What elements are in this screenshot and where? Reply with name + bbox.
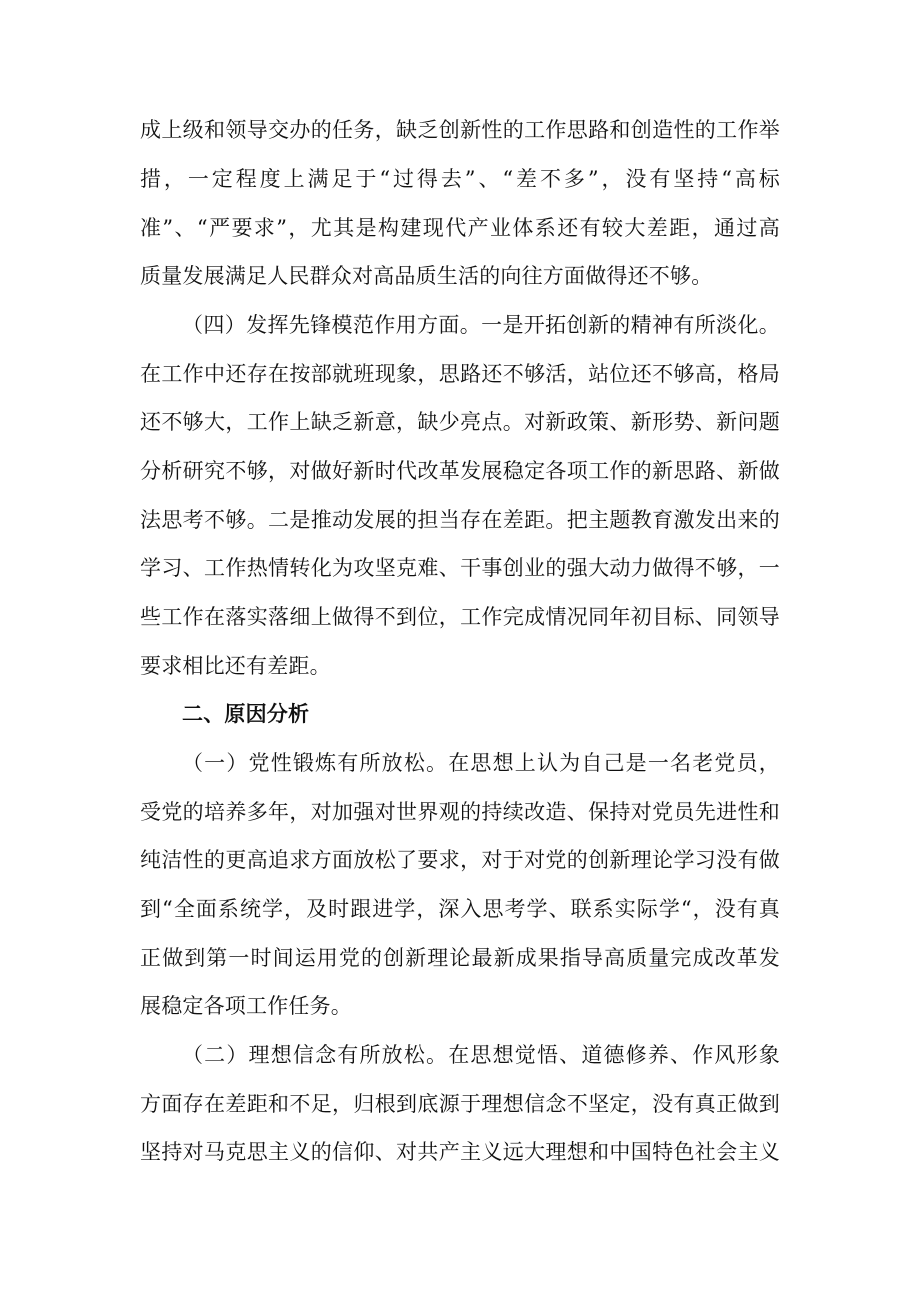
- paragraph-line: 坚持对马克思主义的信仰、对共产主义远大理想和中国特色社会主义: [140, 1140, 780, 1164]
- section-four-first-line: （四）发挥先锋模范作用方面。一是开拓创新的精神有所淡化。: [182, 313, 780, 337]
- paragraph-line: 在工作中还存在按部就班现象，思路还不够活，站位还不够高，格局: [140, 362, 780, 386]
- paragraph-line: 些工作在落实落细上做得不到位，工作完成情况同年初目标、同领导: [140, 605, 780, 629]
- paragraph-line: 质量发展满足人民群众对高品质生活的向往方面做得还不够。: [140, 264, 713, 288]
- paragraph-line: 展稳定各项工作任务。: [140, 994, 352, 1018]
- paragraph-line: 分析研究不够，对做好新时代改革发展稳定各项工作的新思路、新做: [140, 459, 780, 483]
- paragraph-line: 纯洁性的更高追求方面放松了要求，对于对党的创新理论学习没有做: [140, 848, 780, 872]
- paragraph-line: 方面存在差距和不足，归根到底源于理想信念不坚定，没有真正做到: [140, 1092, 780, 1116]
- subsection-two-first-line: （二）理想信念有所放松。在思想觉悟、道德修养、作风形象: [182, 1043, 780, 1067]
- paragraph-line: 还不够大，工作上缺乏新意，缺少亮点。对新政策、新形势、新问题: [140, 410, 780, 434]
- paragraph-line: 正做到第一时间运用党的创新理论最新成果指导高质量完成改革发: [140, 946, 780, 970]
- paragraph-line: 受党的培养多年，对加强对世界观的持续改造、保持对党员先进性和: [140, 800, 780, 824]
- paragraph-line: 到“全面系统学，及时跟进学，深入思考学、联系实际学“，没有真: [140, 897, 780, 921]
- paragraph-line: 准”、“严要求”，尤其是构建现代产业体系还有较大差距，通过高: [140, 216, 780, 240]
- section-heading-cause-analysis: 二、原因分析: [182, 702, 310, 726]
- paragraph-line: 成上级和领导交办的任务，缺乏创新性的工作思路和创造性的工作举: [140, 118, 780, 142]
- subsection-one-first-line: （一）党性锻炼有所放松。在思想上认为自己是一名老党员，: [182, 751, 780, 775]
- paragraph-line: 法思考不够。二是推动发展的担当存在差距。把主题教育激发出来的: [140, 508, 780, 532]
- paragraph-line: 要求相比还有差距。: [140, 654, 331, 678]
- paragraph-line: 措，一定程度上满足于“过得去”、“差不多”，没有坚持“高标: [140, 167, 780, 191]
- paragraph-line: 学习、工作热情转化为攻坚克难、干事创业的强大动力做得不够，一: [140, 556, 780, 580]
